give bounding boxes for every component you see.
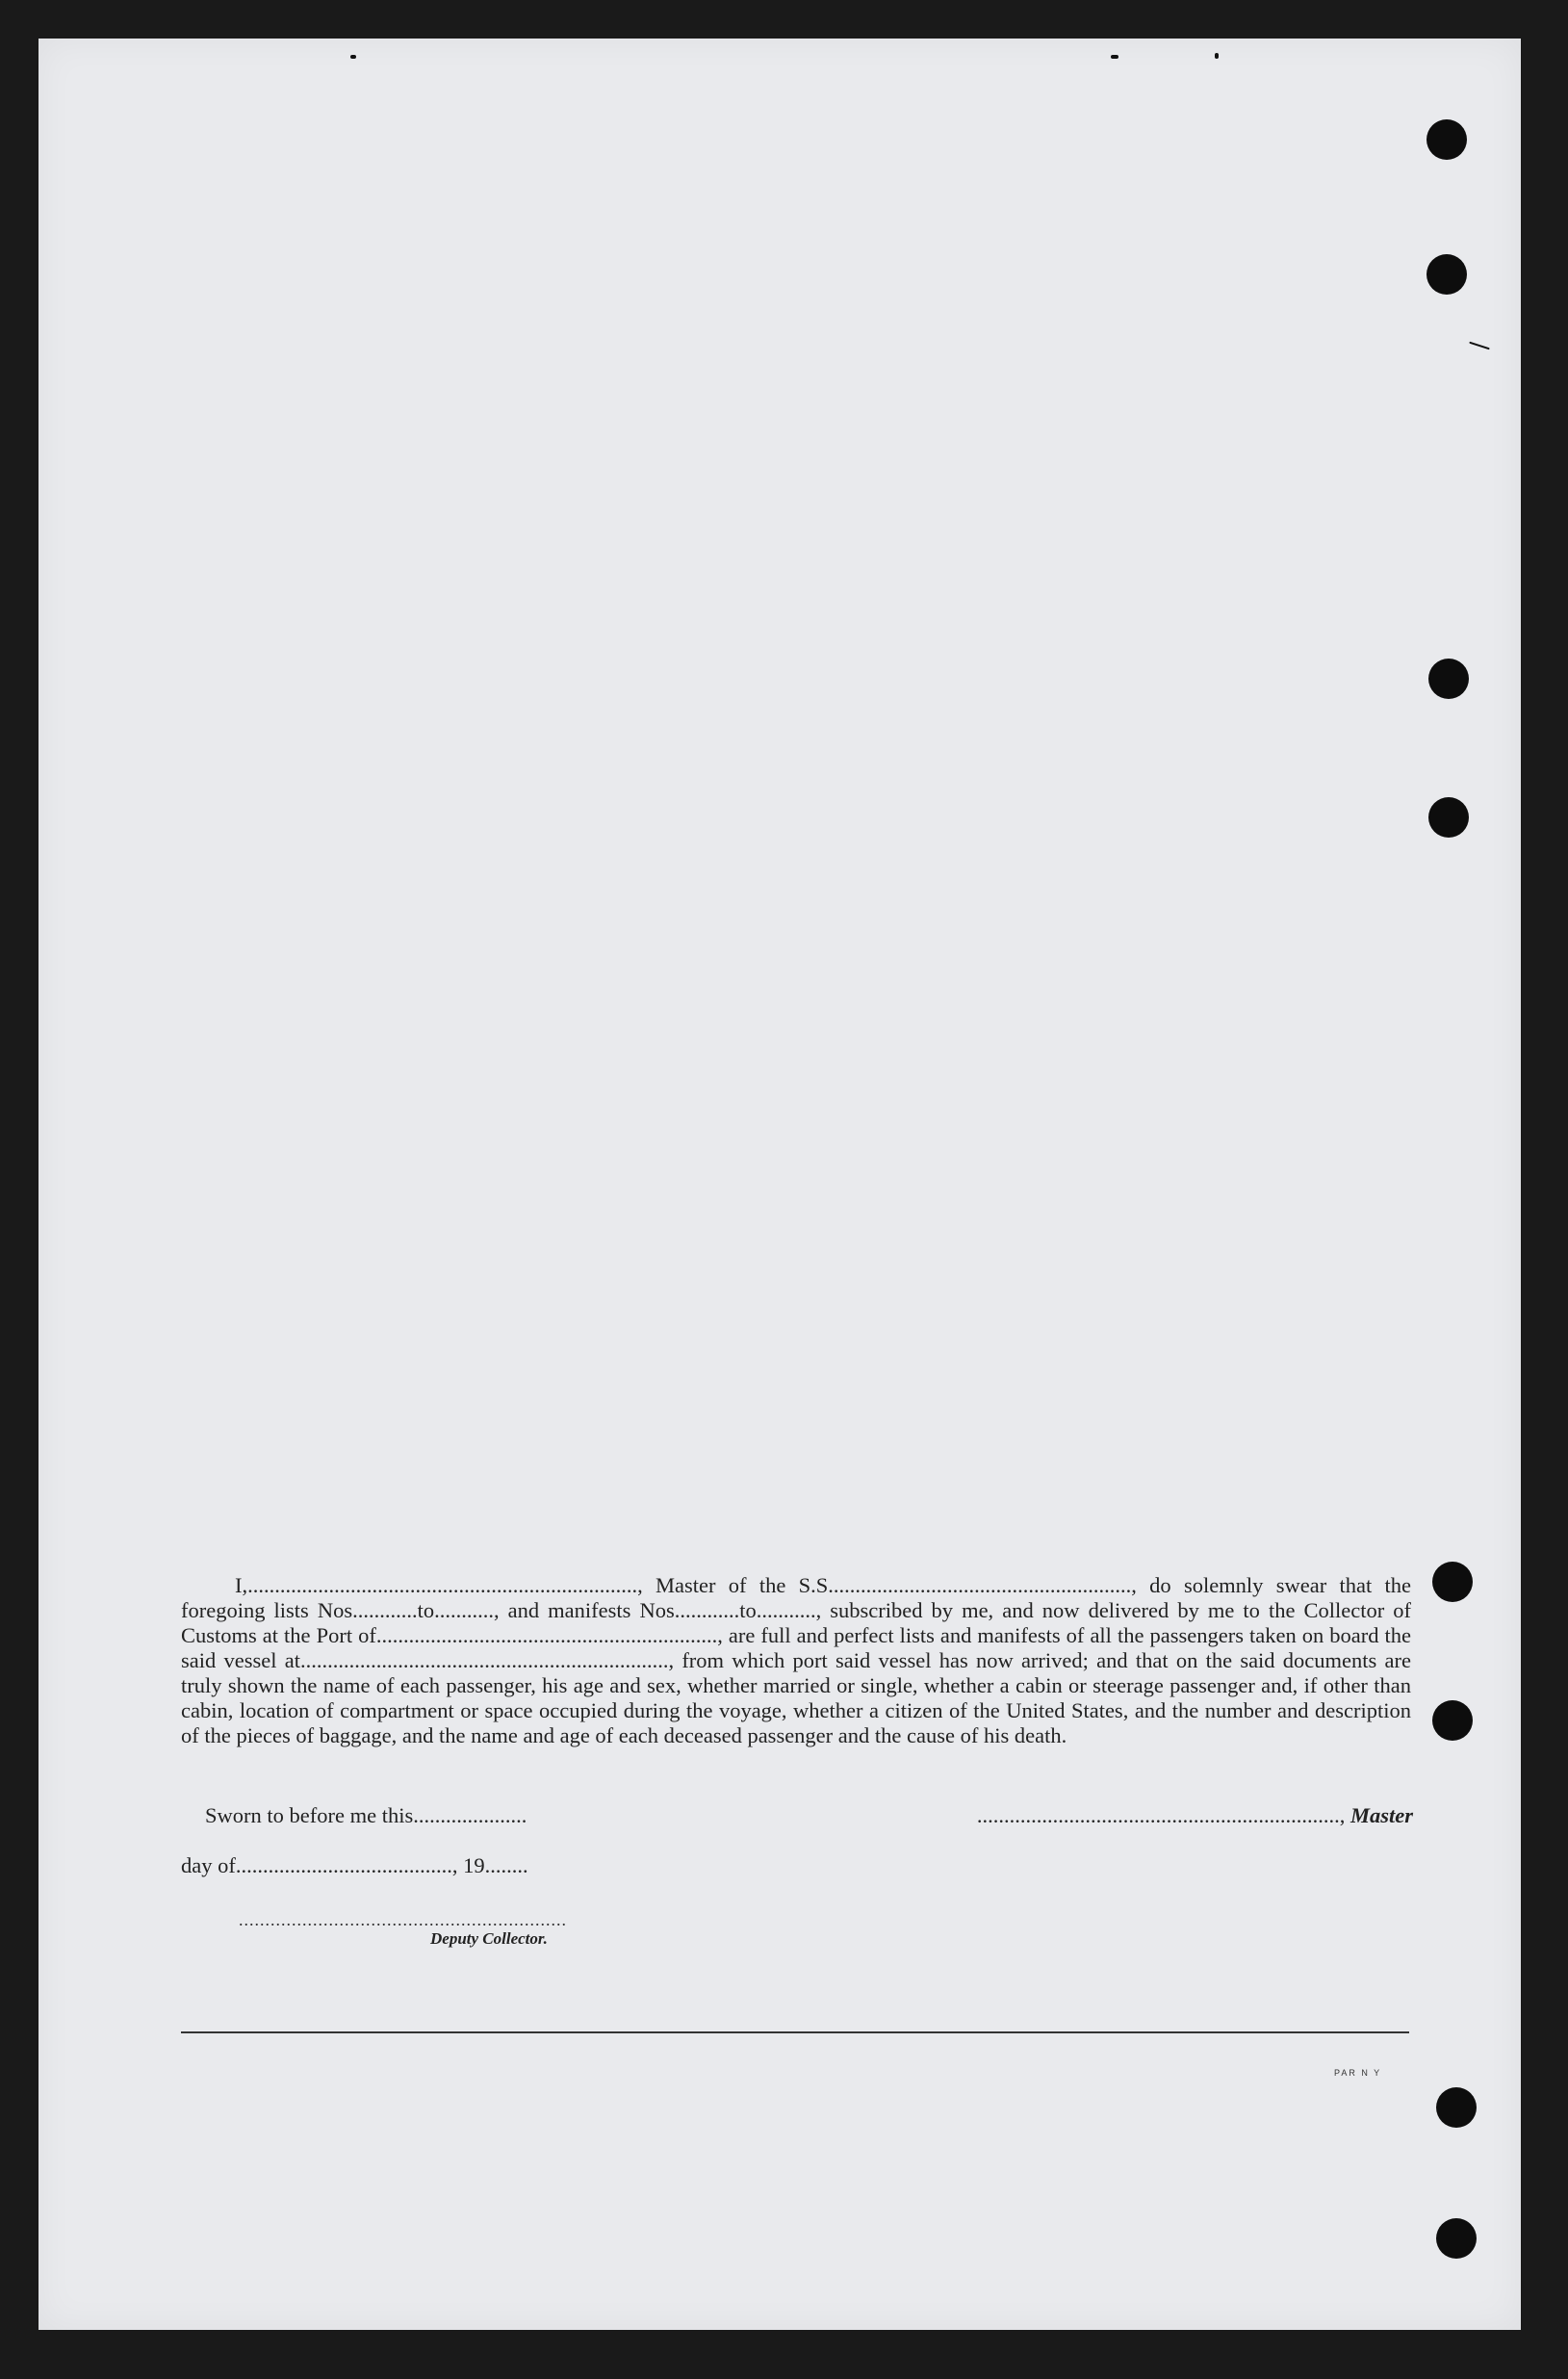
punch-hole (1432, 1562, 1473, 1602)
sworn-text: Sworn to before me this..................... (205, 1803, 527, 1827)
oath-text: I,........................................................................, Master of the S.S........................................................, do solemnly swear that the foregoing lists Nos............to..........., and manifests Nos............to..........., subscribed by me, and now delivered by me to the Collector of Customs at the Port of..............................................................., are full and perfect lists and manifests of all the passengers taken on board the said vessel at...................................................................., from which port said vessel has now arrived; and that on the said documents are truly shown the name of each passenger, his age and sex, whether married or single, whether a cabin or steerage passenger and, if other than cabin, location of compartment or space occupied during the voyage, whether a citizen of the United States, and the number and description of the pieces of baggage, and the name and age of each deceased passenger and the cause of his death. (181, 1573, 1411, 1747)
manifest-page (39, 39, 1521, 2330)
scan-speck (1111, 55, 1118, 59)
punch-hole (1436, 2218, 1477, 2259)
sworn-line (205, 1803, 527, 1828)
punch-hole (1427, 119, 1467, 160)
punch-hole (1428, 659, 1469, 699)
deputy-collector-label: Deputy Collector. (430, 1929, 548, 1948)
scan-speck (1469, 342, 1490, 350)
master-label: Master (1350, 1803, 1413, 1827)
punch-hole (1432, 1700, 1473, 1741)
day-line (181, 1853, 528, 1878)
scan-speck (350, 55, 356, 59)
oath-paragraph (181, 1573, 1411, 1748)
punch-hole (1428, 797, 1469, 838)
printer-mark: PAR N Y (1334, 2068, 1382, 2078)
master-signature-line (977, 1803, 1413, 1828)
punch-hole (1436, 2087, 1477, 2128)
master-dots: ..................................................................., (976, 1803, 1350, 1827)
punch-hole (1427, 254, 1467, 295)
day-text: day of........................................, 19........ (181, 1853, 528, 1877)
footer-rule (181, 2031, 1409, 2033)
scan-speck (1215, 53, 1219, 59)
deputy-signature-dots: .............................................................. (239, 1910, 567, 1929)
